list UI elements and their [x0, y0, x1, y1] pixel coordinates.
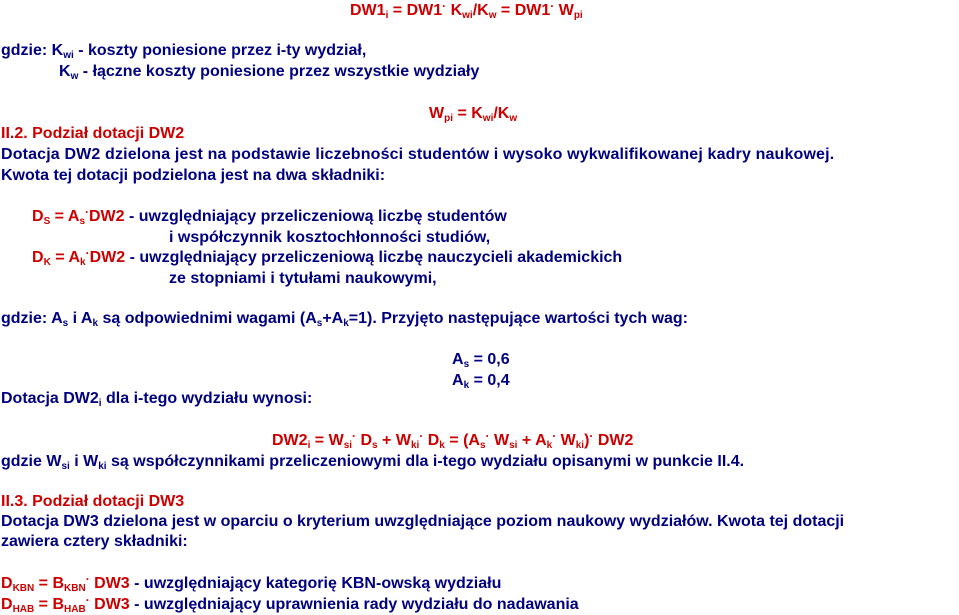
section-ii3-paragraph-line1: Dotacja DW3 dzielona jest w oparciu o kryterium uwzględniające poziom naukowy wydziałów. Kwota tej dotacji	[1, 513, 845, 530]
formula-dkbn: $D_{KBN} = B_{KBN}^\cdot$ DW3 - uwzględniający kategorię KBN-owską wydziału	[1, 572, 502, 594]
formula-dhab: $D_{HAB} = B_{HAB}^\cdot$ DW3 - uwzględniający uprawnienia rady wydziału do nadawania	[1, 593, 579, 615]
formula-dw2i: $DW2_i = W_{si}^\cdot$ $D_s + W_{ki}^\cdot$ $D_k = (A_s^\cdot$ $W_{si} + A_k^\cdot$ $W_{ki})^\cdot$ DW2	[272, 429, 634, 451]
formula-dk: $D_K = A_k^\cdot DW2$ - uwzględniający przeliczeniową liczbę nauczycieli akademickich	[32, 246, 623, 268]
weight-ak: $A_k = 0,4$	[452, 372, 510, 391]
section-heading-ii3: II.3. Podział dotacji DW3	[1, 493, 185, 510]
section-ii2-paragraph-line2: Kwota tej dotacji podzielona jest na dwa składniki:	[1, 167, 386, 184]
definition-kwi: gdzie: $K_{wi}$ - koszty poniesione przez i-ty wydział,	[1, 42, 367, 61]
formula-dw1i: $DW1_i = DW1^\cdot$ $K_{wi}/K_w = DW1^\cdot$ $W_{pi}$	[350, 0, 583, 21]
formula-ds: $D_S = A_s^\cdot DW2$ - uwzględniający przeliczeniową liczbę studentów	[32, 205, 507, 227]
section-ii2-paragraph-line1: Dotacja DW2 dzielona jest na podstawie liczebności studentów i wysoko wykwalifikowanej kadry naukowej.	[1, 146, 835, 163]
formula-wpi: $W_{pi} = K_{wi}/K_w$	[429, 105, 518, 124]
weights-line: gdzie: $A_s$ i $A_k$ są odpowiednimi wagami $(A_s+A_k=1)$. Przyjęto następujące wartości tych wag:	[1, 310, 689, 329]
formula-ds-desc2: i współczynnik kosztochłonności studiów,	[169, 229, 491, 246]
section-heading-ii2: II.2. Podział dotacji DW2	[1, 125, 185, 142]
dw2i-note: gdzie $W_{si}$ i $W_{ki}$ są współczynnikami przeliczeniowymi dla i-tego wydziału opisanymi w punkcie II.4.	[1, 453, 745, 472]
formula-dk-desc2: ze stopniami i tytułami naukowymi,	[169, 270, 437, 287]
dw2i-label: Dotacja $DW2_i$ dla i-tego wydziału wynosi:	[1, 390, 313, 409]
section-ii3-paragraph-line2: zawiera cztery składniki:	[1, 533, 188, 550]
definition-kw: $K_w$ - łączne koszty poniesione przez wszystkie wydziały	[59, 63, 480, 82]
weight-as: $A_s = 0,6$	[452, 351, 510, 370]
